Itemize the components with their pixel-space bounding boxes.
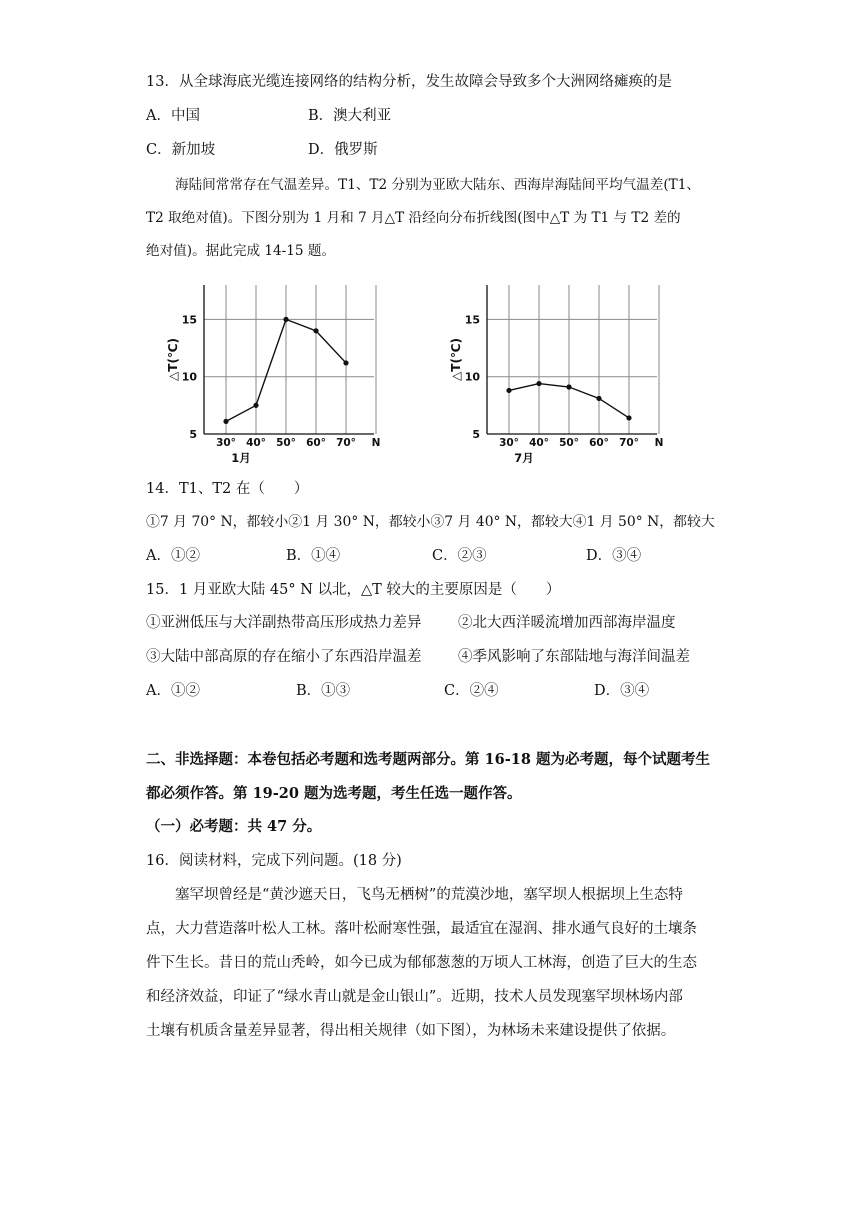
q15-statement-1: ①亚洲低压与大洋副热带高压形成热力差异 [146, 615, 422, 631]
section2-heading-line-1: 二、非选择题：本卷包括必考题和选考题两部分。第 16-18 题为必考题，每个试题考生 [146, 751, 710, 768]
material-line-2: T2 取绝对值)。下图分别为 1 月和 7 月△T 沿经向分布折线图(图中△T 为 T1 与 T2 差的 [146, 210, 681, 226]
x-tick-label: 30° [499, 437, 519, 449]
q15-stem: 15．1 月亚欧大陆 45° N 以北，△T 较大的主要原因是（ ） [146, 582, 561, 598]
q13-option-c: C．新加坡 [146, 142, 216, 158]
data-point [313, 328, 318, 333]
data-point [566, 384, 571, 389]
data-point [343, 360, 348, 365]
data-point [283, 317, 288, 322]
x-tick-label: 70° [336, 437, 356, 449]
y-tick-label: 10 [181, 370, 197, 384]
x-axis-unit-label: N [654, 437, 664, 449]
y-tick-label: 15 [464, 313, 480, 327]
q14-option-b: B．①④ [286, 548, 341, 564]
data-point [596, 396, 601, 401]
chart-july [443, 282, 683, 467]
y-tick-label: 10 [464, 370, 480, 384]
x-tick-label: 40° [529, 437, 549, 449]
x-tick-label: 60° [589, 437, 609, 449]
x-tick-label: 70° [619, 437, 639, 449]
material-line-3: 绝对值)。据此完成 14-15 题。 [146, 243, 336, 259]
y-tick-label: 5 [472, 428, 480, 441]
x-tick-label: 50° [276, 437, 296, 449]
q15-statement-2: ②北大西洋暖流增加西部海岸温度 [458, 615, 676, 631]
section2-subheading: （一）必考题：共 47 分。 [146, 818, 322, 835]
chart-january [160, 282, 400, 467]
q16-paragraph-line-3: 件下生长。昔日的荒山秃岭，如今已成为郁郁葱葱的万顷人工林海，创造了巨大的生态 [146, 955, 697, 971]
x-tick-label: 50° [559, 437, 579, 449]
q14-statements: ①7 月 70° N，都较小②1 月 30° N，都较小③7 月 40° N，都较大④1 月 50° N，都较大 [146, 514, 715, 530]
y-tick-label: 15 [181, 313, 197, 327]
q13-option-a: A．中国 [146, 108, 200, 124]
section2-heading-line-2: 都必须作答。第 19-20 题为选考题，考生任选一题作答。 [146, 785, 522, 802]
y-axis-label: △T(℃) [449, 338, 463, 381]
q16-paragraph-line-5: 土壤有机质含量差异显著，得出相关规律（如下图），为林场未来建设提供了依据。 [146, 1023, 676, 1039]
q15-statement-4: ④季风影响了东部陆地与海洋间温差 [458, 649, 690, 665]
q15-option-b: B．①③ [296, 683, 351, 699]
chart-title: 7月 [514, 451, 534, 465]
q13-option-b: B．澳大利亚 [308, 108, 392, 124]
q15-option-a: A．①② [146, 683, 200, 699]
temperature-difference-charts [160, 282, 720, 467]
material-line-1: 海陆间常常存在气温差异。T1、T2 分别为亚欧大陆东、西海岸海陆间平均气温差(T1、 [175, 177, 700, 193]
q15-statement-3: ③大陆中部高原的存在缩小了东西沿岸温差 [146, 649, 422, 665]
data-point [223, 419, 228, 424]
data-point [506, 388, 511, 393]
q16-stem: 16．阅读材料，完成下列问题。(18 分) [146, 853, 402, 869]
x-axis-unit-label: N [371, 437, 381, 449]
q13-stem: 13．从全球海底光缆连接网络的结构分析，发生故障会导致多个大洲网络瘫痪的是 [146, 74, 672, 90]
chart-title: 1月 [231, 451, 251, 465]
q16-paragraph-line-4: 和经济效益，印证了“绿水青山就是金山银山”。近期，技术人员发现塞罕坝林场内部 [146, 989, 683, 1005]
q16-paragraph-line-1: 塞罕坝曾经是“黄沙遮天日，飞鸟无栖树”的荒漠沙地，塞罕坝人根据坝上生态特 [175, 887, 683, 903]
y-axis-label: △T(℃) [166, 338, 180, 381]
y-tick-label: 5 [189, 428, 197, 441]
q14-option-c: C．②③ [432, 548, 487, 564]
x-tick-label: 60° [306, 437, 326, 449]
q14-option-d: D．③④ [586, 548, 642, 564]
q15-option-c: C．②④ [444, 683, 499, 699]
data-point [626, 415, 631, 420]
q16-paragraph-line-2: 点，大力营造落叶松人工林。落叶松耐寒性强，最适宜在湿润、排水通气良好的土壤条 [146, 921, 697, 937]
x-tick-label: 40° [246, 437, 266, 449]
q14-stem: 14．T1、T2 在（ ） [146, 481, 309, 497]
q15-option-d: D．③④ [594, 683, 650, 699]
q13-option-d: D．俄罗斯 [308, 142, 378, 158]
data-point [536, 381, 541, 386]
x-tick-label: 30° [216, 437, 236, 449]
data-point [253, 403, 258, 408]
q14-option-a: A．①② [146, 548, 200, 564]
